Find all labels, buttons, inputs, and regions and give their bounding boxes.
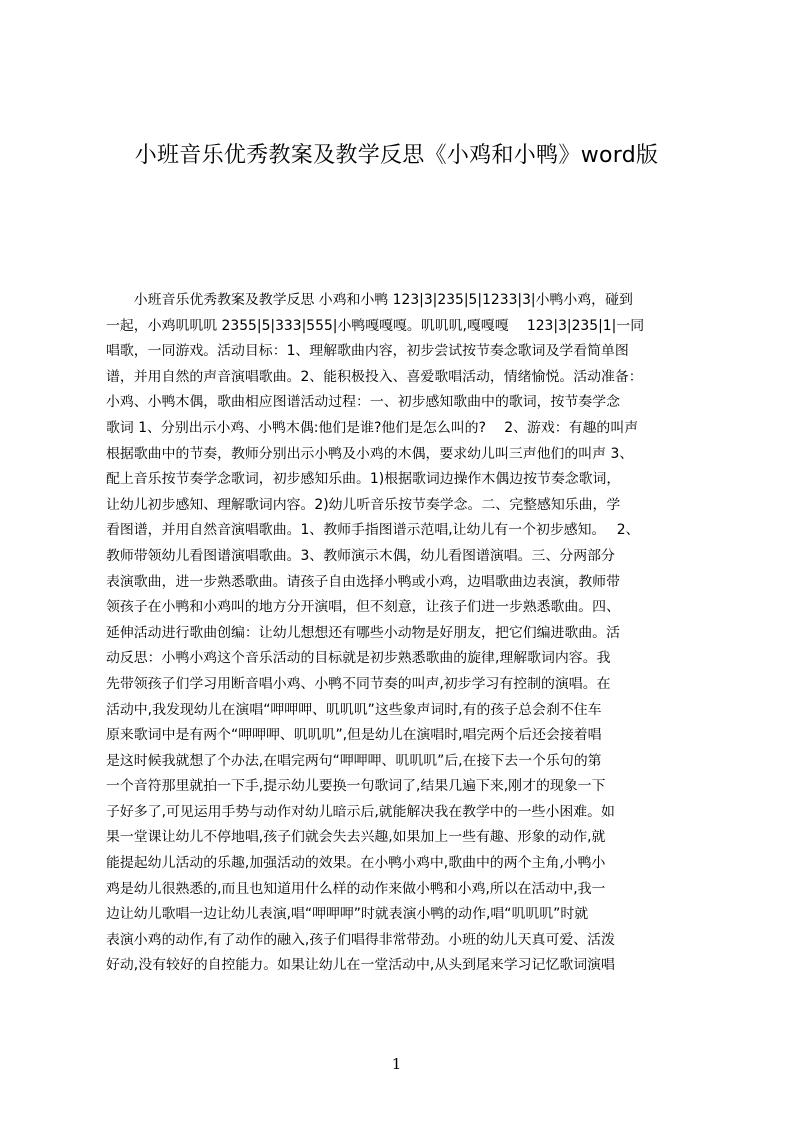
document-body [106,288,697,979]
page-number: 1 [391,1055,402,1073]
document-title: 小班音乐优秀教案及教学反思《小鸡和小鸭》word版 [134,143,659,168]
text-line: 唱歌，一同游戏。活动目标：1、理解歌曲内容，初步尝试按节奏念歌词及学看简单图 [106,343,629,360]
text-line: 活动中,我发现幼儿在演唱“呷呷呷、叽叽叽”这些象声词时,有的孩子总会刹不住车 [106,701,602,718]
text-line: 歌词 1、分别出示小鸡、小鸭木偶:他们是谁?他们是怎么叫的? 2、游戏：有趣的叫声 [106,419,639,436]
text-line: 鸡是幼儿很熟悉的,而且也知道用什么样的动作来做小鸭和小鸡,所以在活动中,我一 [106,880,606,897]
text-line: 一个音符那里就拍一下手,提示幼儿要换一句歌词了,结果几遍下来,刚才的现象一下 [106,778,606,795]
text-line: 根据歌曲中的节奏，教师分别出示小鸭及小鸡的木偶，要求幼儿叫三声他们的叫声 3、 [106,445,634,462]
text-line: 先带领孩子们学习用断音唱小鸡、小鸭不同节奏的叫声,初步学习有控制的演唱。在 [106,675,611,692]
text-line: 一起，小鸡叽叽叽 2355|5|333|555|小鸭嘎嘎嘎。叽叽叽,嘎嘎嘎 123|3|235|1|一同 [106,317,645,334]
text-line: 让幼儿初步感知、理解歌词内容。2)幼儿听音乐按节奏学念。二、完整感知乐曲，学 [106,496,621,513]
text-line: 动反思：小鸭小鸡这个音乐活动的目标就是初步熟悉歌曲的旋律,理解歌词内容。我 [106,650,611,667]
text-line: 表演歌曲，进一步熟悉歌曲。请孩子自由选择小鸭或小鸡，边唱歌曲边表演，教师带 [106,573,620,590]
text-line: 好动,没有较好的自控能力。如果让幼儿在一堂活动中,从头到尾来学习记忆歌词演唱 [106,957,615,974]
text-line: 谱，并用自然的声音演唱歌曲。2、能积极投入、喜爱歌唱活动，情绪愉悦。活动准备： [106,368,643,385]
text-line: 看图谱，并用自然音演唱歌曲。1、教师手指图谱示范唱,让幼儿有一个初步感知。 2、 [106,522,640,539]
text-line: 果一堂课让幼儿不停地唱,孩子们就会失去兴趣,如果加上一些有趣、形象的动作,就 [106,829,606,846]
text-line: 子好多了,可见运用手势与动作对幼儿暗示后,就能解决我在教学中的一些小困难。如 [106,803,615,820]
text-line: 是这时候我就想了个办法,在唱完两句“呷呷呷、叽叽叽”后,在接下去一个乐句的第 [106,752,602,769]
text-line: 教师带领幼儿看图谱演唱歌曲。3、教师演示木偶，幼儿看图谱演唱。三、分两部分 [106,547,615,564]
text-line: 表演小鸡的动作,有了动作的融入,孩子们唱得非常带劲。小班的幼儿天真可爱、活泼 [106,931,615,948]
text-line: 边让幼儿歌唱一边让幼儿表演,唱“呷呷呷”时就表演小鸭的动作,唱“叽叽叽”时就 [106,906,589,923]
text-line: 延伸活动进行歌曲创编：让幼儿想想还有哪些小动物是好朋友，把它们编进歌曲。活 [106,624,620,641]
text-line: 小班音乐优秀教案及教学反思 小鸡和小鸭 123|3|235|5|1233|3|小鸭小鸡，碰到 [106,292,633,308]
text-line: 领孩子在小鸭和小鸡叫的地方分开演唱，但不刻意，让孩子们进一步熟悉歌曲。四、 [106,599,620,616]
text-line: 原来歌词中是有两个“呷呷呷、叽叽叽”,但是幼儿在演唱时,唱完两个后还会接着唱 [106,727,602,744]
text-line: 能提起幼儿活动的乐趣,加强活动的效果。在小鸭小鸡中,歌曲中的两个主角,小鸭小 [106,855,606,872]
text-line: 配上音乐按节奏学念歌词，初步感知乐曲。1)根据歌词边操作木偶边按节奏念歌词， [106,471,621,488]
text-line: 小鸡、小鸭木偶，歌曲相应图谱活动过程：一、初步感知歌曲中的歌词，按节奏学念 [106,394,620,411]
